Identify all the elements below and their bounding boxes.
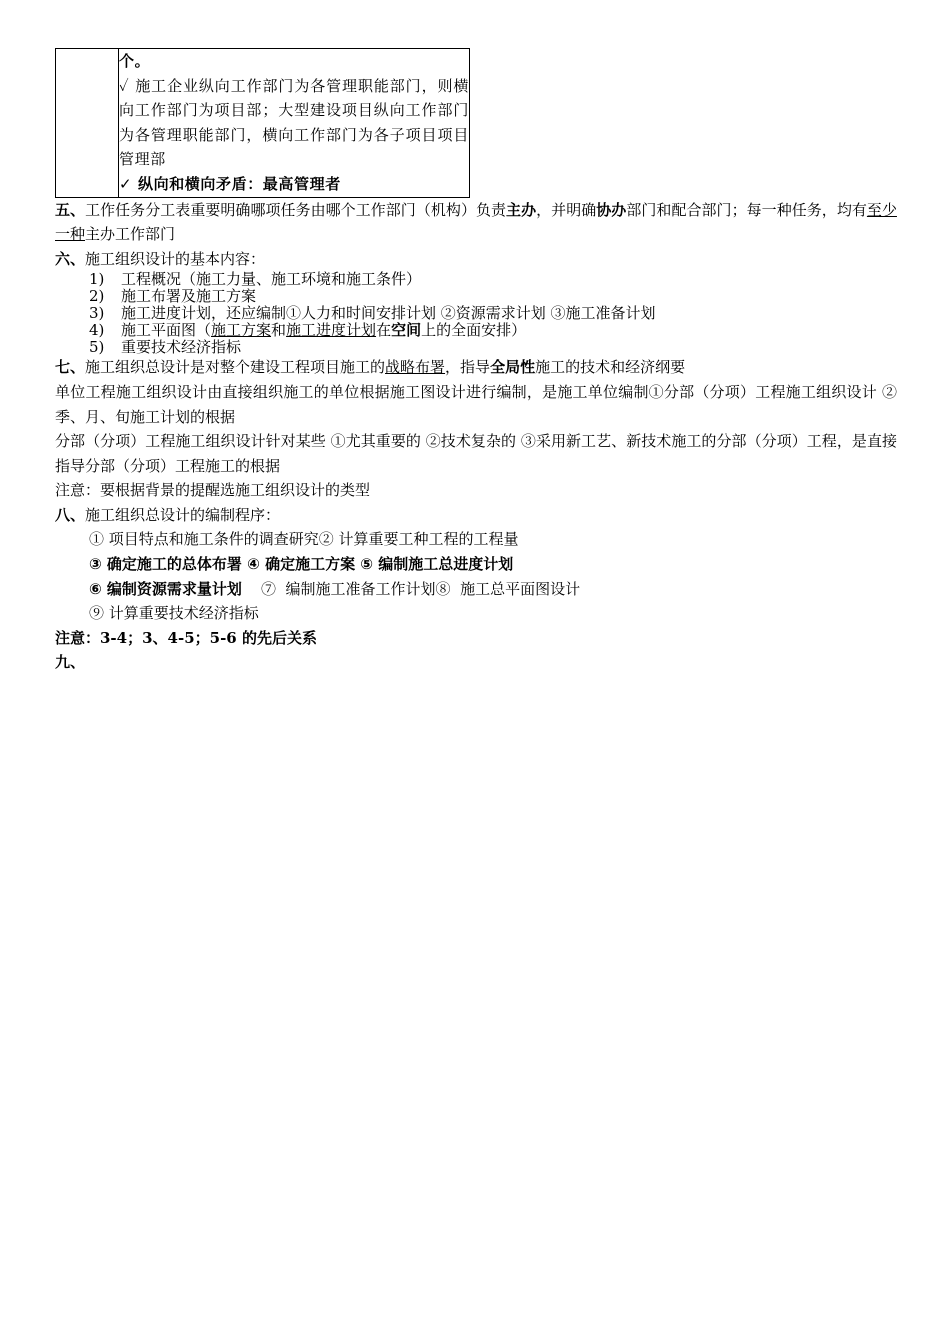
box-paragraph-2: ✓ 纵向和横向矛盾：最高管理者 bbox=[119, 174, 341, 193]
section-7-note: 注意：要根据背景的提醒选施工组织设计的类型 bbox=[55, 481, 371, 500]
check-icon: ✓ bbox=[119, 174, 133, 193]
list-item: 1) 工程概况（施工力量、施工环境和施工条件） bbox=[89, 270, 422, 289]
section-6-list bbox=[55, 271, 897, 355]
table-content-cell bbox=[119, 49, 470, 198]
notes-table bbox=[55, 48, 470, 198]
box-paragraph-1: ✓ 施工企业纵向工作部门为各管理职能部门，则横向工作部门为项目部；大型建设项目纵向工作部门为各管理职能部门，横向工作部门为各子项目项目管理部 bbox=[119, 76, 470, 169]
section-8-note: 注意：3-4；3、4-5；5-6 的先后关系 bbox=[55, 628, 317, 647]
list-item: 4) 施工平面图（施工方案和施工进度计划在空间上的全面安排） bbox=[89, 320, 527, 339]
box-line-1: 个。 bbox=[119, 52, 151, 70]
section-8-line-2: ③ 确定施工的总体布署 ④ 确定施工方案 ⑤ 编制施工总进度计划 bbox=[89, 555, 514, 574]
section-8-line-1: ① 项目特点和施工条件的调查研究② 计算重要工种工程的工程量 bbox=[89, 530, 519, 549]
list-item: 3) 施工进度计划，还应编制①人力和时间安排计划 ②资源需求计划 ③施工准备计划 bbox=[89, 303, 656, 322]
section-6-title: 六、施工组织设计的基本内容： bbox=[55, 249, 266, 268]
check-icon: ✓ bbox=[119, 76, 130, 95]
section-5: 五、工作任务分工表重要明确哪项任务由哪个工作部门（机构）负责主办，并明确协办部门和配合部门；每一种任务，均有至少一种主办工作部门 bbox=[55, 200, 897, 244]
section-8-line-3: ⑥ 编制资源需求量计划 ⑦ 编制施工准备工作计划⑧ 施工总平面图设计 bbox=[89, 579, 581, 598]
section-9-heading: 九、 bbox=[55, 653, 86, 672]
table-empty-cell bbox=[56, 49, 119, 198]
section-7-para-3: 分部（分项）工程施工组织设计针对某些 ①尤其重要的 ②技术复杂的 ③采用新工艺、新技术施工的分部（分项）工程，是直接指导分部（分项）工程施工的根据 bbox=[55, 432, 897, 475]
document-page bbox=[55, 48, 897, 675]
section-7-line-1: 七、施工组织总设计是对整个建设工程项目施工的战略布署，指导全局性施工的技术和经济纲要 bbox=[55, 358, 686, 377]
section-7-para-2: 单位工程施工组织设计由直接组织施工的单位根据施工图设计进行编制，是施工单位编制①分部（分项）工程施工组织设计 ②季、月、旬施工计划的根据 bbox=[55, 382, 897, 426]
section-8-title: 八、施工组织总设计的编制程序： bbox=[55, 505, 281, 524]
section-8-line-4: ⑨ 计算重要技术经济指标 bbox=[89, 604, 259, 623]
list-item: 5) 重要技术经济指标 bbox=[89, 337, 242, 356]
list-item: 2) 施工布署及施工方案 bbox=[89, 287, 257, 306]
